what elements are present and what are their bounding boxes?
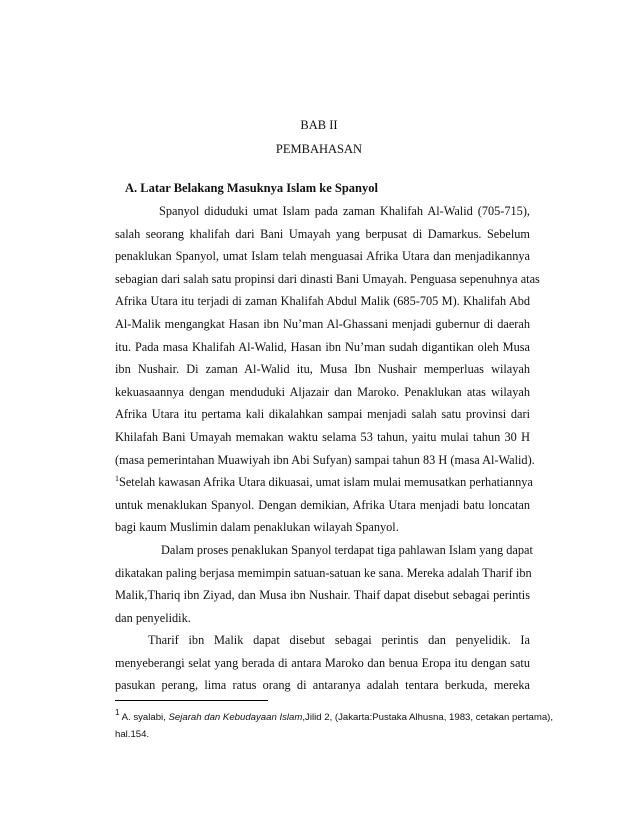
text-line: bagi kaum Muslimin dalam penaklukan wilayah Spanyol.: [115, 520, 399, 535]
footnote-number: 1: [115, 708, 120, 717]
text-line-with-footnote: [115, 471, 533, 494]
text-line: Spanyol diduduki umat Islam pada zaman Khalifah Al-Walid (705-715),: [159, 204, 530, 218]
text-line: Khilafah Bani Umayah memakan waktu selama 53 tahun, yaitu mulai tahun 30 H: [115, 429, 530, 444]
text-line: salah seorang khalifah dari Bani Umayah yang berpusat di Damarkus. Sebelum: [115, 226, 530, 241]
text-line: pasukan perang, lima ratus orang di antaranya adalah tentara berkuda, mereka: [115, 678, 530, 693]
text-line: Al-Malik mengangkat Hasan ibn Nu’man Al-Ghassani menjadi gubernur di daerah: [115, 316, 530, 331]
text-line: (masa pemerintahan Muawiyah ibn Abi Sufyan) sampai tahun 83 H (masa Al-Walid).: [115, 452, 535, 467]
footnote-separator: [115, 700, 268, 701]
footnote-reference: 1: [115, 474, 119, 484]
footnote-line: [115, 709, 555, 726]
text-line: ibn Nushair. Di zaman Al-Walid itu, Musa Ibn Nushair memperluas wilayah: [115, 362, 530, 377]
footnote-book-title: Sejarah dan Kebudayaan Islam: [168, 712, 303, 723]
section-heading: A. Latar Belakang Masuknya Islam ke Spanyol: [125, 181, 378, 195]
text-line: Setelah kawasan Afrika Utara dikuasai, umat islam mulai memusatkan perhatiannya: [119, 475, 533, 490]
text-line: Tharif ibn Malik dapat disebut sebagai perintis dan penyelidik. Ia: [148, 633, 530, 648]
text-line: Malik,Thariq ibn Ziyad, dan Musa ibn Nushair. Thaif dapat disebut sebagai perintis: [115, 588, 530, 603]
footnote-author: A. syalabi,: [119, 712, 169, 723]
text-line: dikatakan paling berjasa memimpin satuan-satuan ke sana. Mereka adalah Tharif ibn: [115, 565, 532, 580]
text-line: itu. Pada masa Khalifah Al-Walid, Hasan ibn Nu’man sudah digantikan oleh Musa: [115, 339, 530, 354]
chapter-number: BAB II: [300, 118, 338, 132]
text-line: Afrika Utara itu terjadi di zaman Khalifah Abdul Malik (685-705 M). Khalifah Abd: [115, 294, 530, 309]
text-line: Dalam proses penaklukan Spanyol terdapat tiga pahlawan Islam yang dapat: [161, 542, 533, 557]
text-line: menyeberangi selat yang berada di antara Maroko dan benua Eropa itu dengan satu: [115, 655, 530, 670]
text-line: dan penyelidik.: [115, 610, 191, 625]
footnote-page: hal.154.: [115, 729, 150, 740]
text-line: untuk menaklukan Spanyol. Dengan demikian, Afrika Utara menjadi batu loncatan: [115, 497, 530, 512]
text-line: Afrika Utara itu pertama kali dikalahkan sampai menjadi salah satu provinsi dari: [115, 407, 530, 422]
text-line: sebagian dari salah satu propinsi dari dinasti Bani Umayah. Penguasa sepenuhnya atas: [115, 271, 540, 286]
footnote: [115, 709, 555, 743]
footnote-publication: ,Jilid 2, (Jakarta:Pustaka Alhusna, 1983, cetakan pertama),: [302, 712, 554, 723]
chapter-title: PEMBAHASAN: [275, 142, 363, 156]
body-text: [115, 200, 540, 697]
text-line: penaklukan Spanyol, umat Islam telah menguasai Afrika Utara dan menjadikannya: [115, 249, 530, 264]
text-line: kekuasaannya dengan menduduki Aljazair dan Maroko. Penaklukan atas wilayah: [115, 384, 530, 399]
